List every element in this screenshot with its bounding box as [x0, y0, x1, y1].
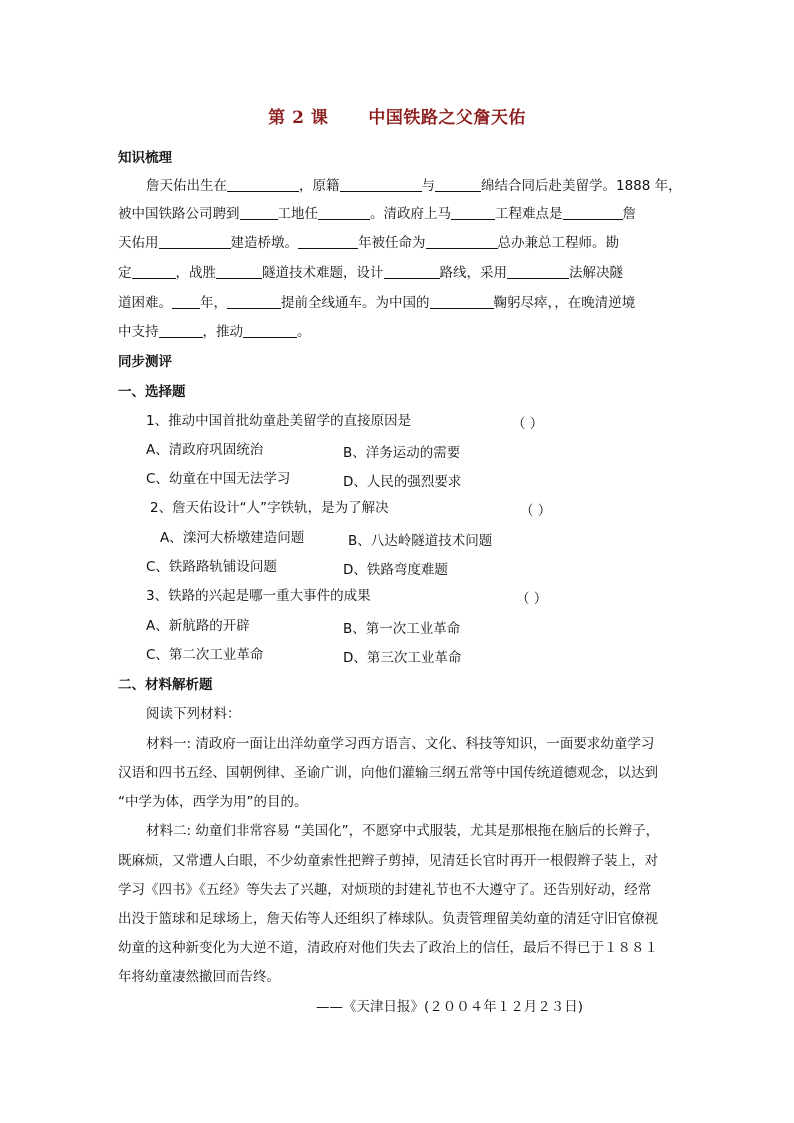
fill-blank[interactable] — [216, 265, 262, 279]
fill-blank[interactable] — [340, 178, 422, 192]
answer-paren-2[interactable]: （ ） — [520, 503, 552, 519]
knowledge-line-1: 詹天佑出生在 ，原籍 与 绵结合同后赴美留学。1888 年， — [146, 178, 682, 194]
material-intro: 阅读下列材料： — [146, 706, 241, 722]
fill-blank[interactable] — [159, 235, 231, 249]
q1-option-b[interactable]: B、洋务运动的需要 — [343, 445, 461, 461]
section-test-heading: 同步测评 — [118, 354, 172, 370]
answer-paren-3[interactable]: （ ） — [516, 591, 548, 607]
fill-blank[interactable] — [563, 206, 623, 220]
fill-blank[interactable] — [430, 295, 494, 309]
material-source: ——《天津日报》(２００４年１２月２３日) — [316, 999, 584, 1015]
fill-blank[interactable] — [507, 265, 569, 279]
material-2-line-1: 材料二: 幼童们非常容易 “美国化”，不愿穿中式服装，尤其是那根拖在脑后的长辫子， — [146, 823, 660, 839]
material-2-line-2: 既麻烦，又常遭人白眼，不少幼童索性把辫子剪掉，见清廷长官时再开一根假辫子装上，对 — [118, 853, 658, 869]
knowledge-line-5: 道困难。 年， 提前全线通车。为中国的 鞠躬尽瘁，，在晚清逆境 — [118, 295, 636, 311]
material-1-line-2: 汉语和四书五经、国朝例律、圣谕广训，向他们灌输三纲五常等中国传统道德观念，以达到 — [118, 765, 658, 781]
fill-blank[interactable] — [435, 178, 481, 192]
knowledge-line-4: 定 ，战胜 隧道技术难题，设计 路线，采用 法解决隧 — [118, 265, 623, 281]
fill-blank[interactable] — [227, 295, 281, 309]
knowledge-line-6: 中支持 ，推动 。 — [118, 324, 311, 340]
material-2-line-4: 出没于篮球和足球场上，詹天佑等人还组织了棒球队。负责管理留美幼童的清廷守旧官僚视 — [118, 911, 658, 927]
material-1-line-3: “中学为体，西学为用”的目的。 — [118, 794, 308, 810]
fill-blank[interactable] — [318, 206, 370, 220]
fill-blank[interactable] — [384, 265, 440, 279]
q2-option-d[interactable]: D、铁路弯度难题 — [343, 562, 448, 578]
material-section-heading: 二、材料解析题 — [118, 677, 213, 693]
knowledge-line-2: 被中国铁路公司聘到 工地任 。清政府上马 工程难点是 詹 — [118, 206, 636, 222]
page-title — [0, 103, 794, 128]
material-1-line-1: 材料一: 清政府一面让出洋幼童学习西方语言、文化、科技等知识，一面要求幼童学习 — [146, 736, 655, 752]
q1-option-a[interactable]: A、清政府巩固统治 — [146, 442, 264, 458]
fill-blank[interactable] — [159, 324, 203, 338]
answer-paren-1[interactable]: （ ） — [512, 416, 544, 432]
fill-blank[interactable] — [243, 324, 297, 338]
q2-option-c[interactable]: C、铁路路轨铺设问题 — [146, 559, 277, 575]
question-2: 2、詹天佑设计“人”字铁轨，是为了解决 — [150, 500, 389, 516]
choice-section-heading: 一、选择题 — [118, 384, 186, 400]
q2-option-b[interactable]: B、八达岭隧道技术问题 — [348, 533, 493, 549]
fill-blank[interactable] — [240, 206, 278, 220]
material-2-line-6: 年将幼童凄然撤回而告终。 — [118, 969, 280, 985]
lesson-number: 第 2 课 — [268, 108, 329, 128]
question-1: 1、推动中国首批幼童赴美留学的直接原因是 — [146, 413, 412, 429]
fill-blank[interactable] — [451, 206, 495, 220]
q2-option-a[interactable]: A、滦河大桥墩建造问题 — [160, 530, 305, 546]
q1-option-c[interactable]: C、幼童在中国无法学习 — [146, 471, 291, 487]
question-3: 3、铁路的兴起是哪一重大事件的成果 — [146, 588, 371, 604]
fill-blank[interactable] — [298, 235, 358, 249]
fill-blank[interactable] — [227, 178, 299, 192]
lesson-name: 中国铁路之父詹天佑 — [368, 108, 526, 128]
q1-option-d[interactable]: D、人民的强烈要求 — [343, 474, 462, 490]
q3-option-c[interactable]: C、第二次工业革命 — [146, 647, 264, 663]
fill-blank[interactable] — [426, 235, 498, 249]
fill-blank[interactable] — [172, 295, 200, 309]
q3-option-b[interactable]: B、第一次工业革命 — [343, 621, 461, 637]
material-2-line-5: 幼童的这种新变化为大逆不道，清政府对他们失去了政治上的信任，最后不得已于１８８１ — [118, 940, 658, 956]
section-knowledge-heading: 知识梳理 — [118, 150, 172, 166]
q3-option-a[interactable]: A、新航路的开辟 — [146, 618, 250, 634]
knowledge-line-3: 天佑用 建造桥墩。 年被任命为 总办兼总工程师。勘 — [118, 235, 619, 251]
material-2-line-3: 学习《四书》《五经》等失去了兴趣，对烦琐的封建礼节也不大遵守了。还告别好动，经常 — [118, 882, 652, 898]
q3-option-d[interactable]: D、第三次工业革命 — [343, 650, 462, 666]
fill-blank[interactable] — [132, 265, 176, 279]
